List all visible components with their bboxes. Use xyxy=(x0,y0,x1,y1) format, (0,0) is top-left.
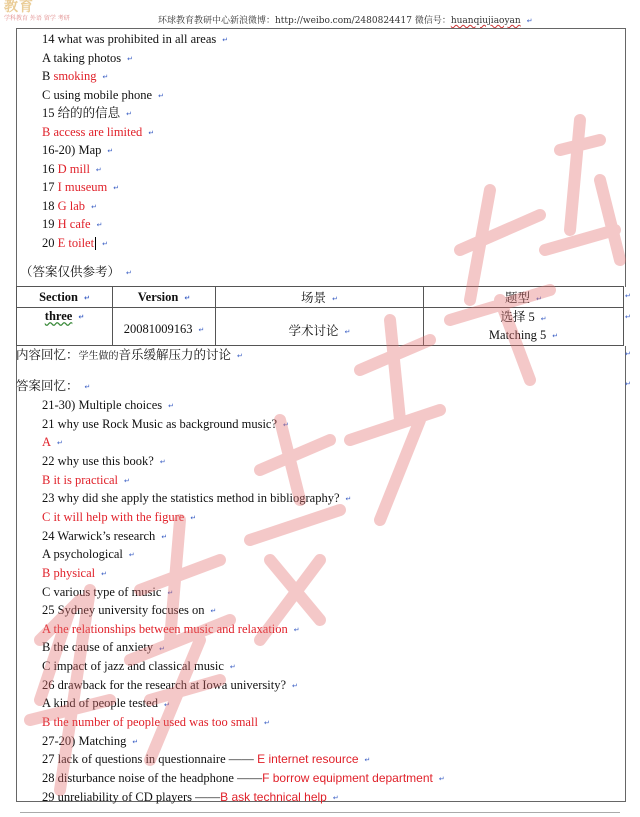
paragraph-mark-icon: ↵ xyxy=(91,202,97,211)
paragraph-mark-icon: ↵ xyxy=(78,313,85,322)
table-header-row xyxy=(17,287,624,308)
answer-text: A xyxy=(42,435,52,450)
paragraph-mark-icon: ↵ xyxy=(161,532,168,541)
header-scene xyxy=(216,287,424,308)
paragraph-mark-icon: ↵ xyxy=(625,313,631,321)
header-section xyxy=(17,287,113,308)
paragraph-mark-icon: ↵ xyxy=(364,756,371,765)
paragraph-mark-icon: ↵ xyxy=(526,16,533,25)
line-text: 14 what was prohibited in all areas xyxy=(42,32,217,46)
paragraph-mark-icon: ↵ xyxy=(159,458,166,467)
list-item xyxy=(42,639,165,656)
paragraph-mark-icon: ↵ xyxy=(102,73,109,82)
paragraph-mark-icon: ↵ xyxy=(222,36,229,45)
paragraph-mark-icon: ↵ xyxy=(132,737,139,746)
paragraph-mark-icon: ↵ xyxy=(101,569,107,578)
line-text: 21 why use Rock Music as background music? xyxy=(42,416,278,431)
paragraph-mark-icon: ↵ xyxy=(229,663,236,672)
paragraph-mark-icon: ↵ xyxy=(57,439,63,448)
line-text: 23 why did she apply the statistics method in bibliography? xyxy=(42,491,340,506)
paragraph-mark-icon: ↵ xyxy=(128,551,135,560)
logo-main: 教育 xyxy=(4,0,34,15)
answer-text: B it is practical xyxy=(42,472,119,487)
paragraph-mark-icon: ↵ xyxy=(625,350,631,358)
line-text: 27-20) Matching xyxy=(42,733,127,748)
paragraph-mark-icon: ↵ xyxy=(190,514,197,523)
paragraph-mark-icon: ↵ xyxy=(438,775,445,784)
paragraph-mark-icon: ↵ xyxy=(184,293,191,302)
paragraph-mark-icon: ↵ xyxy=(332,793,339,802)
list-item xyxy=(42,733,138,750)
list-item xyxy=(42,621,300,638)
list-item xyxy=(42,714,270,731)
logo-sub: 学科教育 外语 留学 考研 xyxy=(4,15,70,22)
paragraph-mark-icon: ↵ xyxy=(159,644,165,653)
cell-type-line2 xyxy=(424,327,623,344)
line-text: 18 xyxy=(42,198,58,213)
line-text: 16-20) Map xyxy=(42,143,102,157)
list-item xyxy=(42,198,97,215)
line-text: C impact of jazz and classical music xyxy=(42,659,224,674)
list-item xyxy=(42,472,130,489)
cell-version xyxy=(113,308,216,346)
cell-section xyxy=(17,308,113,346)
line-text: C various type of music xyxy=(42,584,162,599)
header-contact xyxy=(158,13,533,26)
paragraph-mark-icon: ↵ xyxy=(95,165,102,174)
paragraph-mark-icon: ↵ xyxy=(168,402,174,411)
reference-note xyxy=(20,262,132,280)
answer-text: B ask technical help xyxy=(220,789,327,804)
list-item xyxy=(42,105,132,122)
content-recall xyxy=(16,347,243,365)
paragraph-mark-icon: ↵ xyxy=(96,221,103,230)
line-text: A psychological xyxy=(42,547,123,562)
line-text: 26 drawback for the research at Iowa university? xyxy=(42,677,286,692)
reference-note-text: （答案仅供参考） xyxy=(20,265,121,279)
paragraph-mark-icon: ↵ xyxy=(345,495,352,504)
list-item xyxy=(42,68,108,85)
paragraph-mark-icon: ↵ xyxy=(210,607,217,616)
cell-type-line1-text: 选择 5 xyxy=(500,310,535,325)
bottom-rule xyxy=(20,812,620,813)
line-text: 24 Warwick’s research xyxy=(42,528,156,543)
list-item xyxy=(42,142,113,159)
answer-text: F borrow equipment department xyxy=(262,771,433,785)
paragraph-mark-icon: ↵ xyxy=(167,588,174,597)
header-section-text: Section xyxy=(39,289,78,304)
paragraph-mark-icon: ↵ xyxy=(198,326,205,335)
line-text: 28 disturbance noise of the headphone —— xyxy=(42,771,263,785)
cell-type-line2-text: Matching 5 xyxy=(488,327,547,342)
paragraph-mark-icon: ↵ xyxy=(344,327,351,336)
list-item xyxy=(42,546,135,563)
list-item xyxy=(42,161,102,178)
line-text: A taking photos xyxy=(42,50,122,65)
answer-text: B the number of people used was too small xyxy=(42,715,258,730)
line-text: B the cause of anxiety xyxy=(42,640,154,655)
list-item xyxy=(42,397,174,414)
line-text: 27 lack of questions in questionnaire —— xyxy=(42,752,254,767)
list-item xyxy=(42,50,133,67)
paragraph-mark-icon: ↵ xyxy=(113,184,120,193)
line-text: A kind of people tested xyxy=(42,696,158,711)
list-item xyxy=(42,751,370,768)
header-contact-text: 环球教育教研中心新浪微博：http://weibo.com/2480824417 微信号： xyxy=(158,16,451,26)
paragraph-mark-icon: ↵ xyxy=(148,128,155,137)
page-header xyxy=(0,0,640,28)
paragraph-mark-icon: ↵ xyxy=(158,91,164,100)
list-item xyxy=(42,416,289,433)
paragraph-mark-icon: ↵ xyxy=(540,314,547,323)
list-item xyxy=(42,216,102,233)
paragraph-mark-icon: ↵ xyxy=(84,293,90,302)
answer-text: A the relationships between music and relaxation xyxy=(42,621,288,636)
paragraph-mark-icon: ↵ xyxy=(127,54,134,63)
answer-text: C it will help with the figure xyxy=(42,509,185,524)
content-recall-label: 内容回忆： xyxy=(16,348,79,362)
header-version xyxy=(113,287,216,308)
paragraph-mark-icon: ↵ xyxy=(126,269,132,278)
cell-type-line1 xyxy=(424,309,623,326)
line-text: 22 why use this book? xyxy=(42,453,154,468)
paragraph-mark-icon: ↵ xyxy=(124,476,130,485)
answer-text: H cafe xyxy=(57,217,91,231)
list-item xyxy=(42,434,63,451)
text-cursor xyxy=(95,237,96,250)
cell-section-text: three xyxy=(44,309,73,323)
list-item xyxy=(42,509,196,526)
section-info-table xyxy=(16,286,624,346)
list-item xyxy=(42,528,167,545)
line-text: C using mobile phone xyxy=(42,87,153,102)
header-type-text: 题型 xyxy=(505,291,531,305)
list-item xyxy=(42,695,170,712)
paragraph-mark-icon: ↵ xyxy=(126,110,133,119)
line-text: 25 Sydney university focuses on xyxy=(42,603,205,618)
cell-version-text: 20081009163 xyxy=(123,322,193,336)
list-item xyxy=(42,235,108,252)
list-item xyxy=(42,602,216,619)
cell-scene-text: 学术讨论 xyxy=(288,323,339,338)
line-text: 19 xyxy=(42,217,58,231)
paragraph-mark-icon: ↵ xyxy=(332,295,338,304)
paragraph-mark-icon: ↵ xyxy=(552,331,559,340)
answer-text: B physical xyxy=(42,565,96,580)
line-text: 16 xyxy=(42,161,58,176)
answer-text: G lab xyxy=(57,198,86,213)
line-text: 17 xyxy=(42,180,58,194)
wechat-id: huanqiujiaoyan xyxy=(450,16,521,26)
answer-recall-label xyxy=(16,378,90,395)
list-item xyxy=(42,179,119,196)
answer-recall-label-text: 答案回忆： xyxy=(16,379,79,393)
list-item xyxy=(42,87,164,104)
paragraph-mark-icon: ↵ xyxy=(292,681,298,690)
list-item xyxy=(42,124,154,141)
answer-text: B access are limited xyxy=(42,124,143,139)
line-text: B xyxy=(42,69,54,83)
cell-type xyxy=(424,308,624,346)
table-row xyxy=(17,308,624,346)
answer-text: smoking xyxy=(53,69,97,83)
paragraph-mark-icon: ↵ xyxy=(625,292,631,300)
line-text: 21-30) Multiple choices xyxy=(42,398,163,412)
line-text: 15 给的的信息 xyxy=(42,106,121,120)
answer-text: E toilet xyxy=(57,235,95,250)
line-text: 20 xyxy=(42,235,58,250)
paragraph-mark-icon: ↵ xyxy=(293,625,300,634)
paragraph-mark-icon: ↵ xyxy=(625,380,631,388)
paragraph-mark-icon: ↵ xyxy=(536,295,542,304)
list-item xyxy=(42,658,236,675)
paragraph-mark-icon: ↵ xyxy=(237,352,243,361)
answer-text: E internet resource xyxy=(253,752,359,767)
paragraph-mark-icon: ↵ xyxy=(283,420,289,429)
list-item xyxy=(42,31,228,48)
paragraph-mark-icon: ↵ xyxy=(107,147,114,156)
line-text: 29 unreliability of CD players —— xyxy=(42,789,221,804)
content-recall-text: 音乐缓解压力的讨论 xyxy=(118,348,232,362)
list-item xyxy=(42,453,166,470)
paragraph-mark-icon: ↵ xyxy=(84,383,91,392)
logo xyxy=(4,0,104,24)
content-recall-small: 学生做的 xyxy=(78,351,119,362)
paragraph-mark-icon: ↵ xyxy=(102,239,108,248)
list-item xyxy=(42,565,107,582)
list-item xyxy=(42,490,351,507)
answer-text: I museum xyxy=(57,180,108,194)
cell-scene xyxy=(216,308,424,346)
list-item xyxy=(42,677,298,694)
header-scene-text: 场景 xyxy=(301,291,327,305)
paragraph-mark-icon: ↵ xyxy=(163,700,170,709)
answer-text: D mill xyxy=(57,161,90,176)
list-item xyxy=(42,770,445,787)
paragraph-mark-icon: ↵ xyxy=(263,719,270,728)
list-item xyxy=(42,789,339,806)
list-item xyxy=(42,584,173,601)
header-type xyxy=(424,287,624,308)
header-version-text: Version xyxy=(137,289,179,304)
